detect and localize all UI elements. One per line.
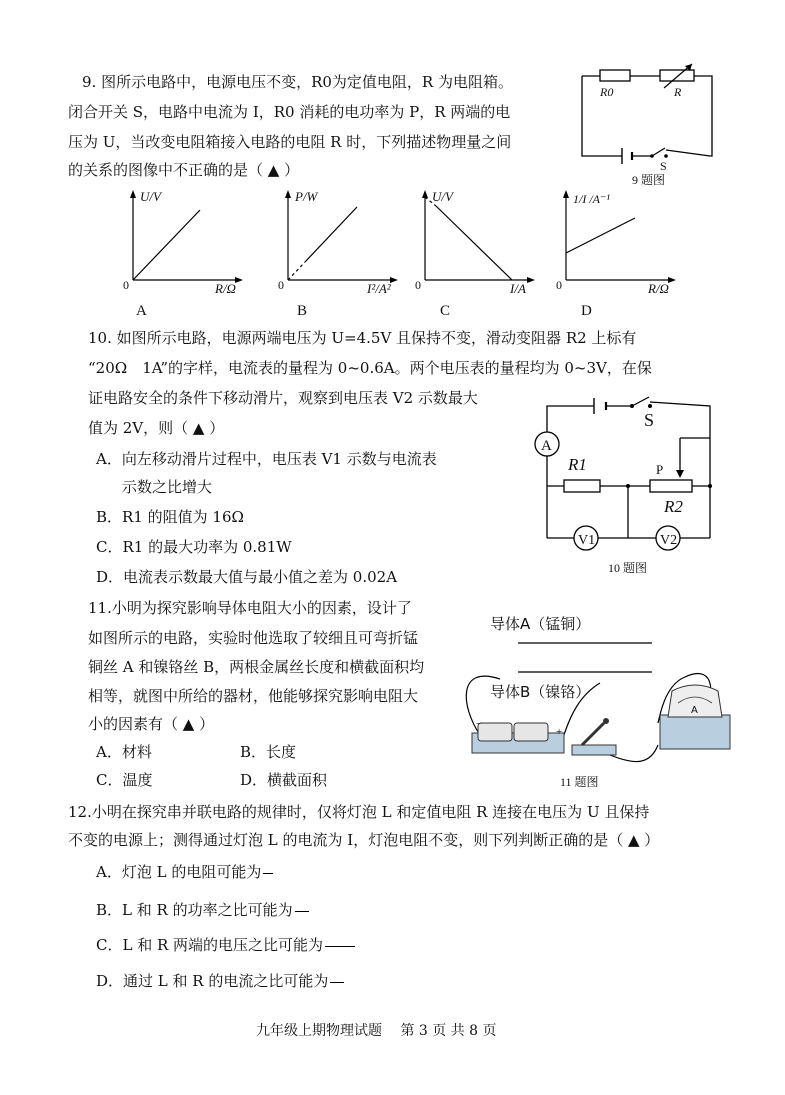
q10-option-a: A．向左移动滑片过程中，电压表 V1 示数与电流表 — [96, 450, 437, 468]
q11-line-1: 11.小明为探究影响导体电阻大小的因素，设计了 — [88, 599, 412, 617]
q10-line-4: 值为 2V，则（ ▲ ） — [88, 419, 225, 437]
q11-conductor-a-label: 导体A（锰铜） — [490, 615, 591, 633]
q9-label-r: R — [674, 85, 682, 99]
page-footer: 九年级上期物理试题 第 3 页 共 8 页 — [256, 1023, 497, 1039]
q11-ammeter — [660, 715, 730, 749]
q9-graph-b-line — [305, 207, 357, 262]
q10-option-c: C．R1 的最大功率为 0.81W — [96, 538, 292, 556]
q9-option-d: D — [581, 303, 592, 319]
q9-graph-b-ylabel: P/W — [295, 189, 318, 204]
q10-label-r2: R2 — [664, 497, 683, 516]
q11-line-3: 铜丝 A 和镍铬丝 B，两根金属丝长度和横截面积均 — [88, 658, 425, 676]
q9-graph-d-origin: 0 — [556, 278, 562, 292]
q9-r-resistor — [660, 70, 694, 81]
q10-line-2: “20Ω 1A”的字样，电流表的量程为 0~0.6A。两个电压表的量程均为 0~3V，在保 — [88, 359, 652, 377]
q9-graph-c-origin: 0 — [415, 278, 421, 292]
q11-apparatus-figure — [460, 605, 730, 800]
q11-figure-caption: 11 题图 — [560, 775, 599, 789]
q12-line-1: 12.小明在探究串并联电路的规律时，仅将灯泡 L 和定值电阻 R 连接在电压为 U 且保持 — [68, 803, 650, 821]
q9-circuit-diagram — [580, 66, 720, 191]
q10-r1-resistor — [564, 480, 600, 492]
q9-line-1: 9. 图所示电路中，电源电压不变，R0为定值电阻，R 为电阻箱。 — [82, 73, 513, 91]
q10-r2-rheostat — [650, 480, 692, 492]
q12-option-c: C．L 和 R 两端的电压之比可能为 — [96, 933, 355, 957]
q9-graph-d-line — [566, 218, 635, 253]
q9-graph-b-xlabel: I²/A² — [367, 281, 391, 296]
q10-label-s: S — [644, 410, 655, 430]
q9-graph-c — [412, 185, 542, 320]
q11-option-a: A．材料 — [96, 743, 152, 761]
q9-graph-d-ylabel: 1/I /A⁻¹ — [573, 192, 610, 206]
q9-option-c: C — [440, 303, 451, 319]
q10-option-d: D．电流表示数最大值与最小值之差为 0.02A — [96, 568, 398, 586]
q11-option-d: D．横截面积 — [240, 771, 328, 789]
q11-switch — [572, 745, 616, 755]
q10-option-a-cont: 示数之比增大 — [122, 478, 213, 496]
q9-line-4: 的关系的图像中不正确的是（ ▲ ） — [68, 161, 300, 179]
q11-meter-label: A — [691, 705, 698, 716]
svg-text:+: + — [556, 726, 563, 738]
q10-option-b: B．R1 的阻值为 16Ω — [96, 508, 244, 526]
q11-conductor-b-label: 导体B（镍铬） — [490, 683, 591, 701]
q10-label-v1: V1 — [578, 533, 596, 548]
q9-option-a: A — [136, 303, 147, 319]
q12-option-b: B．L 和 R 的功率之比可能为 — [96, 898, 309, 922]
q9-graph-a — [120, 185, 250, 320]
q9-r0-resistor — [600, 70, 630, 81]
q9-graph-d — [553, 185, 683, 320]
q11-line-2: 如图所示的电路，实验时他选取了较细且可弯折锰 — [88, 629, 419, 647]
q9-graph-d-xlabel: R/Ω — [648, 281, 669, 296]
q9-label-r0: R0 — [600, 85, 614, 99]
q10-label-p: P — [656, 462, 664, 477]
q11-option-b: B．长度 — [240, 743, 297, 761]
q12-option-a: A．灯泡 L 的电阻可能为 — [96, 860, 273, 884]
q11-line-4: 相等，就图中所给的器材，他能够探究影响电阻大 — [88, 687, 419, 705]
q9-option-b: B — [297, 303, 308, 319]
q9-graph-a-line — [133, 210, 200, 280]
q10-line-3: 证电路安全的条件下移动滑片，观察到电压表 V2 示数最大 — [88, 389, 478, 407]
q9-graph-c-xlabel: I/A — [510, 281, 526, 296]
q9-graph-a-origin: 0 — [123, 278, 129, 292]
q11-option-c: C．温度 — [96, 771, 153, 789]
q9-line-3: 压为 U，当改变电阻箱接入电路的电阻 R 时，下列描述物理量之间 — [68, 133, 512, 151]
q9-graph-c-line — [436, 206, 512, 280]
q10-label-r1: R1 — [568, 455, 587, 474]
q9-graph-c-ylabel: U/V — [432, 189, 453, 204]
q10-circuit-diagram — [532, 392, 722, 578]
q12-line-2: 不变的电源上；测得通过灯泡 L 的电流为 I，灯泡电阻不变，则下列判断正确的是（ ▲ ） — [68, 831, 660, 849]
q9-graph-a-xlabel: R/Ω — [215, 281, 236, 296]
q9-label-s: S — [660, 159, 667, 173]
q10-label-ammeter: A — [541, 438, 552, 454]
q9-figure-caption: 9 题图 — [632, 173, 666, 187]
q11-line-5: 小的因素有（ ▲ ） — [88, 715, 215, 733]
q10-figure-caption: 10 题图 — [608, 561, 648, 575]
q9-graph-b — [275, 185, 405, 320]
q9-line-2: 闭合开关 S，电路中电流为 I，R0 消耗的电功率为 P，R 两端的电 — [68, 103, 511, 121]
q10-label-v2: V2 — [660, 533, 678, 548]
q9-graph-a-ylabel: U/V — [140, 189, 161, 204]
q9-graph-b-origin: 0 — [278, 278, 284, 292]
q12-option-d: D．通过 L 和 R 的电流之比可能为 — [96, 969, 344, 993]
svg-text:−: − — [476, 718, 483, 730]
q10-line-1: 10. 如图所示电路，电源两端电压为 U=4.5V 且保持不变，滑动变阻器 R2 上标有 — [88, 329, 637, 347]
